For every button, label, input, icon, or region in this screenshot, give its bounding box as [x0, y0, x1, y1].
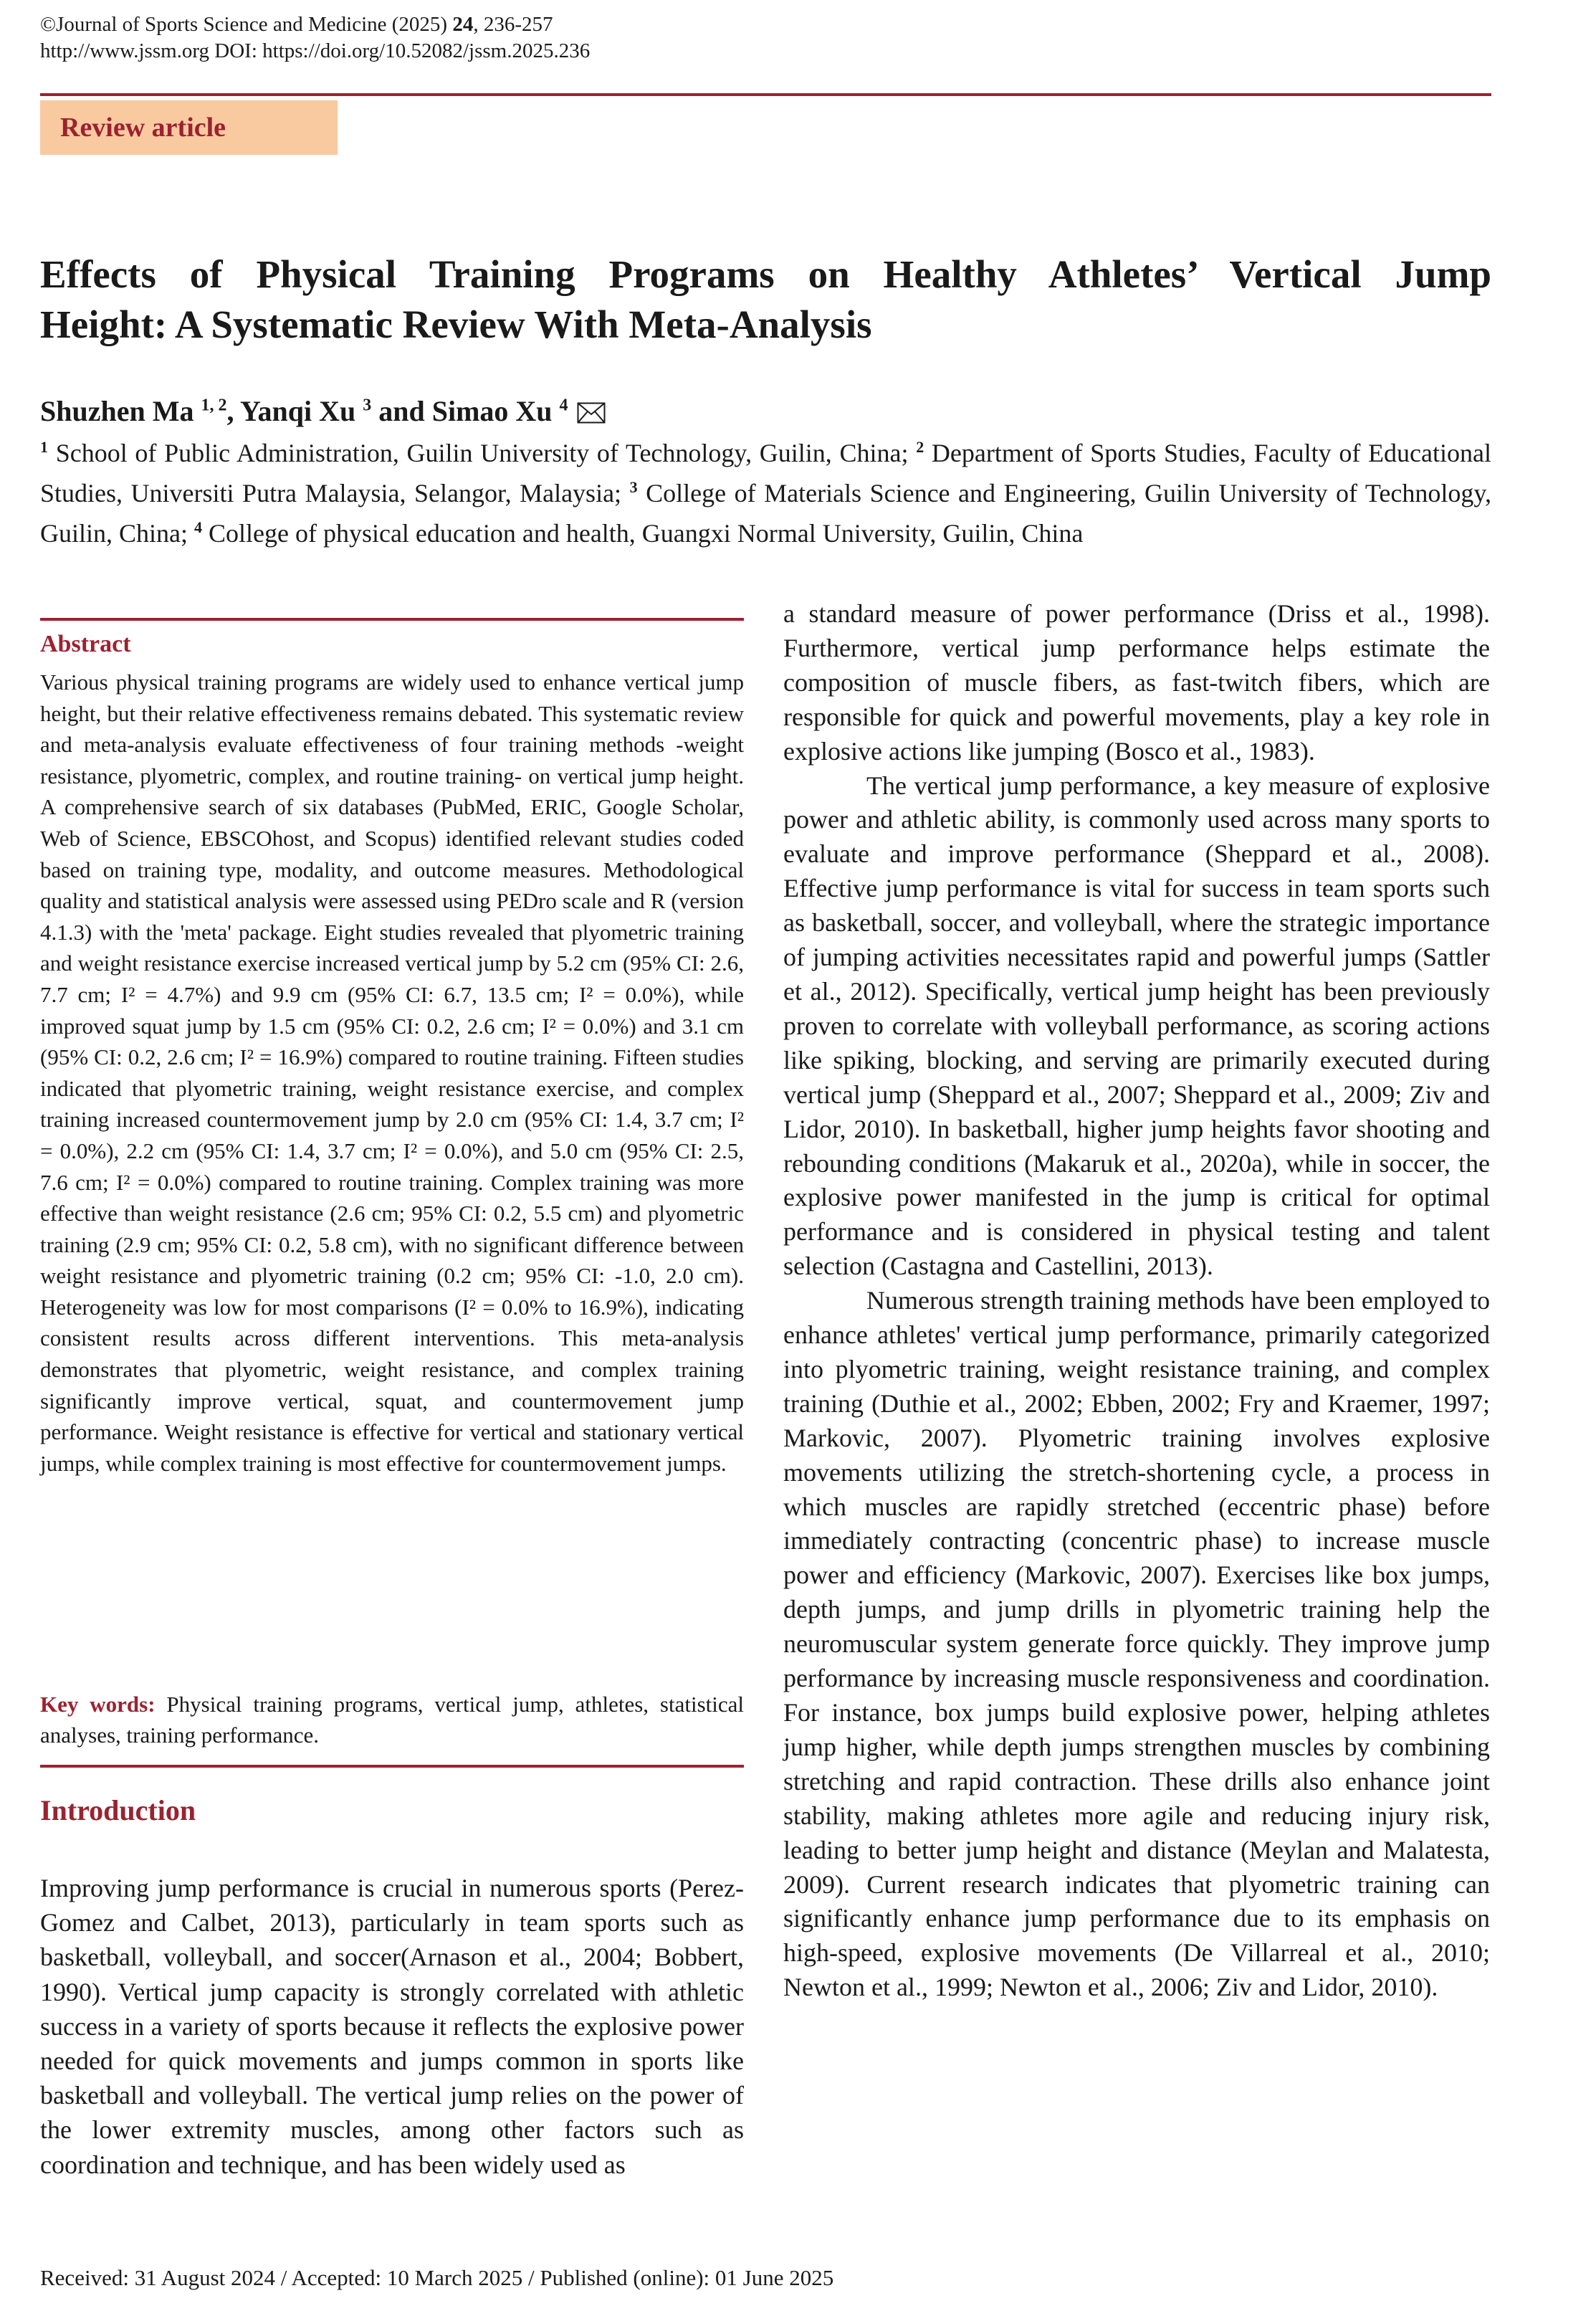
volume: 24: [452, 13, 474, 36]
article-type-badge: [40, 100, 338, 155]
introduction-text: Improving jump performance is crucial in numerous sports (Perez-Gomez and Calbet, 2013), particularly in team sports such as basketball, volleyball, and soccer(Arnason et al., 2004; Bobbert, 1990). Vertical jump capacity is strongly correlated with athletic success in a variety of sports because it reflects the explosive power needed for quick movements and jumps common in sports like basketball and volleyball. The vertical jump relies on the power of the lower extremity muscles, among other factors such as coordination and technique, and has been widely used as: [40, 1874, 744, 2179]
affiliations: $^1$ School of Public Administration, Guilin University of Technology, Guilin, China; $^2$ Department of Sports Studies, Faculty of Educational Studies, Universiti Putra Malaysia, Selangor, Malaysia; $^3$ College of Materials Science and Engineering, Guilin University of Technology, Guilin, China; $^4$ College of physical education and health, Guangxi Normal University, Guilin, China: [40, 438, 1491, 548]
title-line-2: Height: A Systematic Review With Meta-Analysis: [40, 302, 872, 346]
keywords-label: Key words:: [40, 1692, 156, 1717]
doi-line[interactable]: http://www.jssm.org DOI: https://doi.org/10.52082/jssm.2025.236: [40, 39, 591, 62]
paragraph-1: a standard measure of power performance (Driss et al., 1998). Furthermore, vertical jump performance helps estimate the composition of muscle fibers, as fast-twitch fibers, which are responsible for quick and powerful movements, play a key role in explosive actions like jumping (Bosco et al., 1983).: [783, 599, 1490, 766]
envelope-icon[interactable]: [577, 397, 606, 431]
abstract-heading: Abstract: [40, 631, 131, 657]
article-type-label: Review article: [60, 113, 226, 143]
paragraph-2: The vertical jump performance, a key measure of explosive power and athletic ability, is commonly used across many sports to evaluate and improve performance (Sheppard et al., 2008). Effective jump performance is vital for success in team sports such as basketball, soccer, and volleyball, where the strategic importance of jumping activities necessitates rapid and powerful jumps (Sattler et al., 2012). Specifically, vertical jump height has been previously proven to correlate with volleyball performance, as scoring actions like spiking, blocking, and serving are primarily executed during vertical jump (Sheppard et al., 2007; Sheppard et al., 2009; Ziv and Lidor, 2010). In basketball, higher jump heights favor shooting and rebounding conditions (Makaruk et al., 2020a), while in soccer, the explosive power manifested in the jump is critical for optimal performance and is considered in physical testing and talent selection (Castagna and Castellini, 2013).: [783, 771, 1490, 1281]
paragraph-3: Numerous strength training methods have been employed to enhance athletes' vertical jump performance, primarily categorized into plyometric training, weight resistance training, and complex training (Duthie et al., 2002; Ebben, 2002; Fry and Kraemer, 1997; Markovic, 2007). Plyometric training involves explosive movements utilizing the stretch-shortening cycle, a process in which muscles are rapidly stretched (eccentric phase) before immediately contracting (concentric phase) to increase muscle power and efficiency (Markovic, 2007). Exercises like box jumps, depth jumps, and jump drills in plyometric training help the neuromuscular system generate force quickly. They improve jump performance by increasing muscle responsiveness and coordination. For instance, box jumps build explosive power, helping athletes jump higher, while depth jumps strengthen muscles by combining stretching and rapid contraction. These drills also enhance joint stability, making athletes more agile and reducing injury risk, leading to better jump height and distance (Meylan and Malatesta, 2009). Current research indicates that plyometric training can significantly enhance jump performance due to its emphasis on high-speed, explosive movements (De Villarreal et al., 2010; Newton et al., 1999; Newton et al., 2006; Ziv and Lidor, 2010).: [783, 1286, 1490, 2002]
publication-dates: Received: 31 August 2024 / Accepted: 10 March 2025 / Published (online): 01 June 2025: [40, 2265, 834, 2290]
header-rule: [40, 93, 1491, 96]
abstract-bottom-rule: [40, 1765, 744, 1768]
citation-line: ©Journal of Sports Science and Medicine (2025) 24, 236-257: [40, 13, 553, 36]
journal-header: [40, 11, 590, 65]
author-list: Shuzhen Ma $^{1, 2}$, Yanqi Xu $^3$ and Simao Xu $^4$: [40, 394, 606, 431]
introduction-heading: Introduction: [40, 1794, 196, 1826]
title-line-1: Effects of Physical Training Programs on Healthy Athletes’ Vertical Jump: [40, 252, 1491, 296]
keywords-text: Physical training programs, vertical jump, athletes, statistical analyses, training performance.: [40, 1692, 744, 1748]
keywords: [40, 1689, 744, 1750]
abstract-top-rule: [40, 618, 744, 621]
article-title: [40, 249, 1491, 350]
right-column: [783, 597, 1490, 2005]
abstract-text: Various physical training programs are widely used to enhance vertical jump height, but their relative effectiveness remains debated. This systematic review and meta-analysis evaluate effectiveness of four training methods -weight resistance, plyometric, complex, and routine training- on vertical jump height. A comprehensive search of six databases (PubMed, ERIC, Google Scholar, Web of Science, EBSCOhost, and Scopus) identified relevant studies coded based on training type, modality, and outcome measures. Methodological quality and statistical analysis were assessed using PEDro scale and R (version 4.1.3) with the 'meta' package. Eight studies revealed that plyometric training and weight resistance exercise increased vertical jump by 5.2 cm (95% CI: 2.6, 7.7 cm; I² = 4.7%) and 9.9 cm (95% CI: 6.7, 13.5 cm; I² = 0.0%), while improved squat jump by 1.5 cm (95% CI: 0.2, 2.6 cm; I² = 0.0%) and 3.1 cm (95% CI: 0.2, 2.6 cm; I² = 16.9%) compared to routine training. Fifteen studies indicated that plyometric training, weight resistance exercise, and complex training increased countermovement jump by 2.0 cm (95% CI: 1.4, 3.7 cm; I² = 0.0%), 2.2 cm (95% CI: 1.4, 3.7 cm; I² = 0.0%), and 5.0 cm (95% CI: 2.5, 7.6 cm; I² = 0.0%) compared to routine training. Complex training was more effective than weight resistance (2.6 cm; 95% CI: 0.2, 5.5 cm) and plyometric training (2.9 cm; 95% CI: 0.2, 5.8 cm), with no significant difference between weight resistance and plyometric training (0.2 cm; 95% CI: -1.0, 2.0 cm). Heterogeneity was low for most comparisons (I² = 0.0% to 16.9%), indicating consistent results across different interventions. This meta-analysis demonstrates that plyometric, weight resistance, and complex training significantly improve vertical, squat, and countermovement jump performance. Weight resistance is effective for vertical and stationary vertical jumps, while complex training is most effective for countermovement jumps.: [40, 669, 744, 1476]
